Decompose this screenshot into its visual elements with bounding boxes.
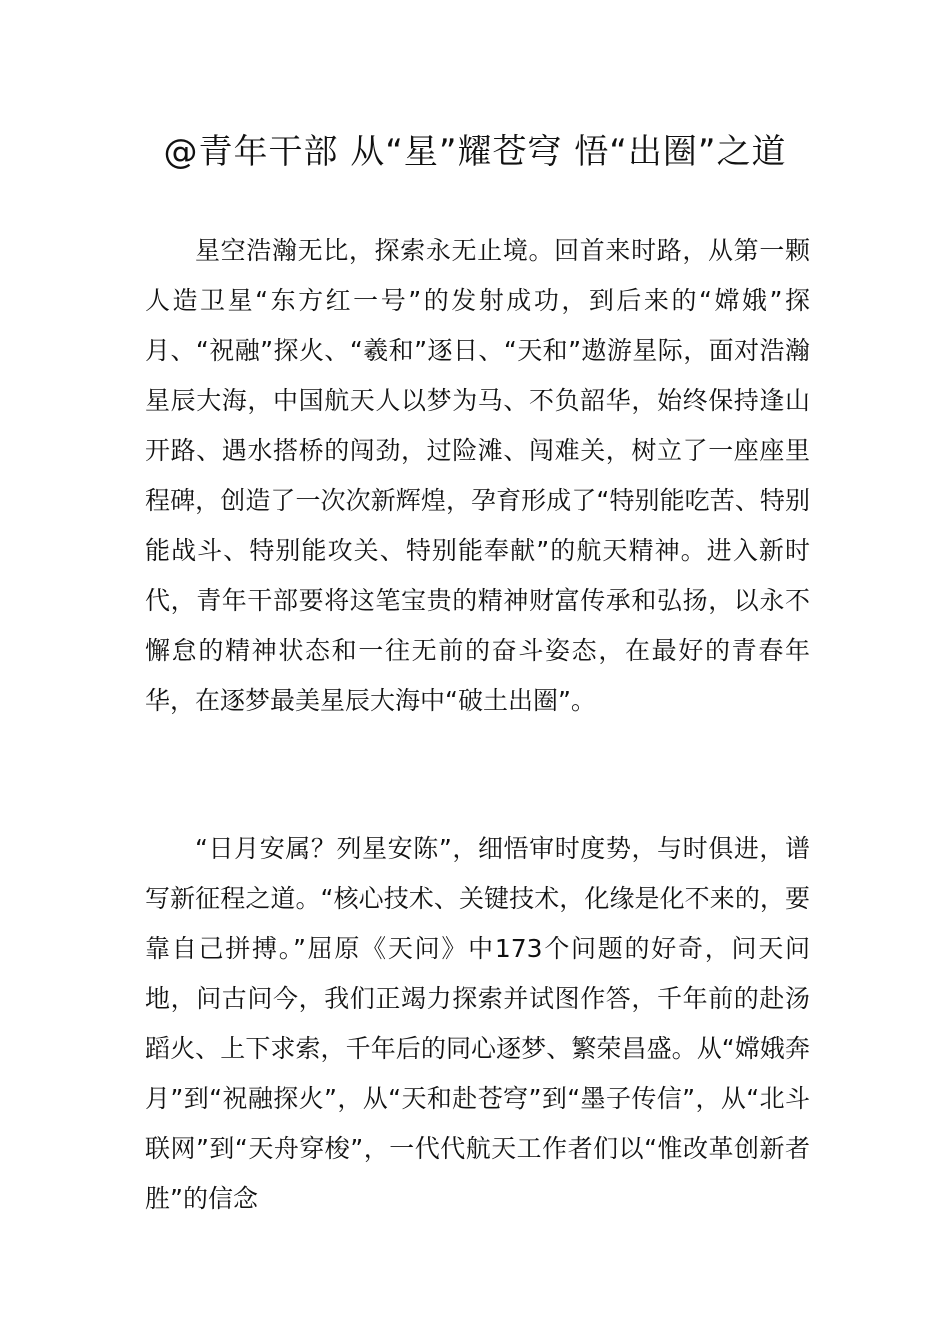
paragraph-second: “日月安属？列星安陈”，细悟审时度势，与时俱进，谱写新征程之道。“核心技术、关键技术，化缘是化不来的，要靠自己拼搏。”屈原《天问》中173个问题的好奇，问天问地，问古问今，我们正竭力探索并试图作答，千年前的赴汤蹈火、上下求索，千年后的同心逐梦、繁荣昌盛。从“嫦娥奔月”到“祝融探火”，从“天和赴苍穹”到“墨子传信”，从“北斗联网”到“天舟穿梭”，一代代航天工作者们以“惟改革创新者胜”的信念 <box>145 834 810 1213</box>
paragraph-intro: 星空浩瀚无比，探索永无止境。回首来时路，从第一颗人造卫星“东方红一号”的发射成功，到后来的“嫦娥”探月、“祝融”探火、“羲和”逐日、“天和”遨游星际，面对浩瀚星辰大海，中国航天人以梦为马、不负韶华，始终保持逢山开路、遇水搭桥的闯劲，过险滩、闯难关，树立了一座座里程碑，创造了一次次新辉煌，孕育形成了“特别能吃苦、特别能战斗、特别能攻关、特别能奉献”的航天精神。进入新时代，青年干部要将这笔宝贵的精神财富传承和弘扬，以永不懈怠的精神状态和一往无前的奋斗姿态，在最好的青春年华，在逐梦最美星辰大海中“破土出圈”。 <box>145 236 810 715</box>
document-title: @青年干部 从“星”耀苍穹 悟“出圈”之道 <box>163 132 787 172</box>
